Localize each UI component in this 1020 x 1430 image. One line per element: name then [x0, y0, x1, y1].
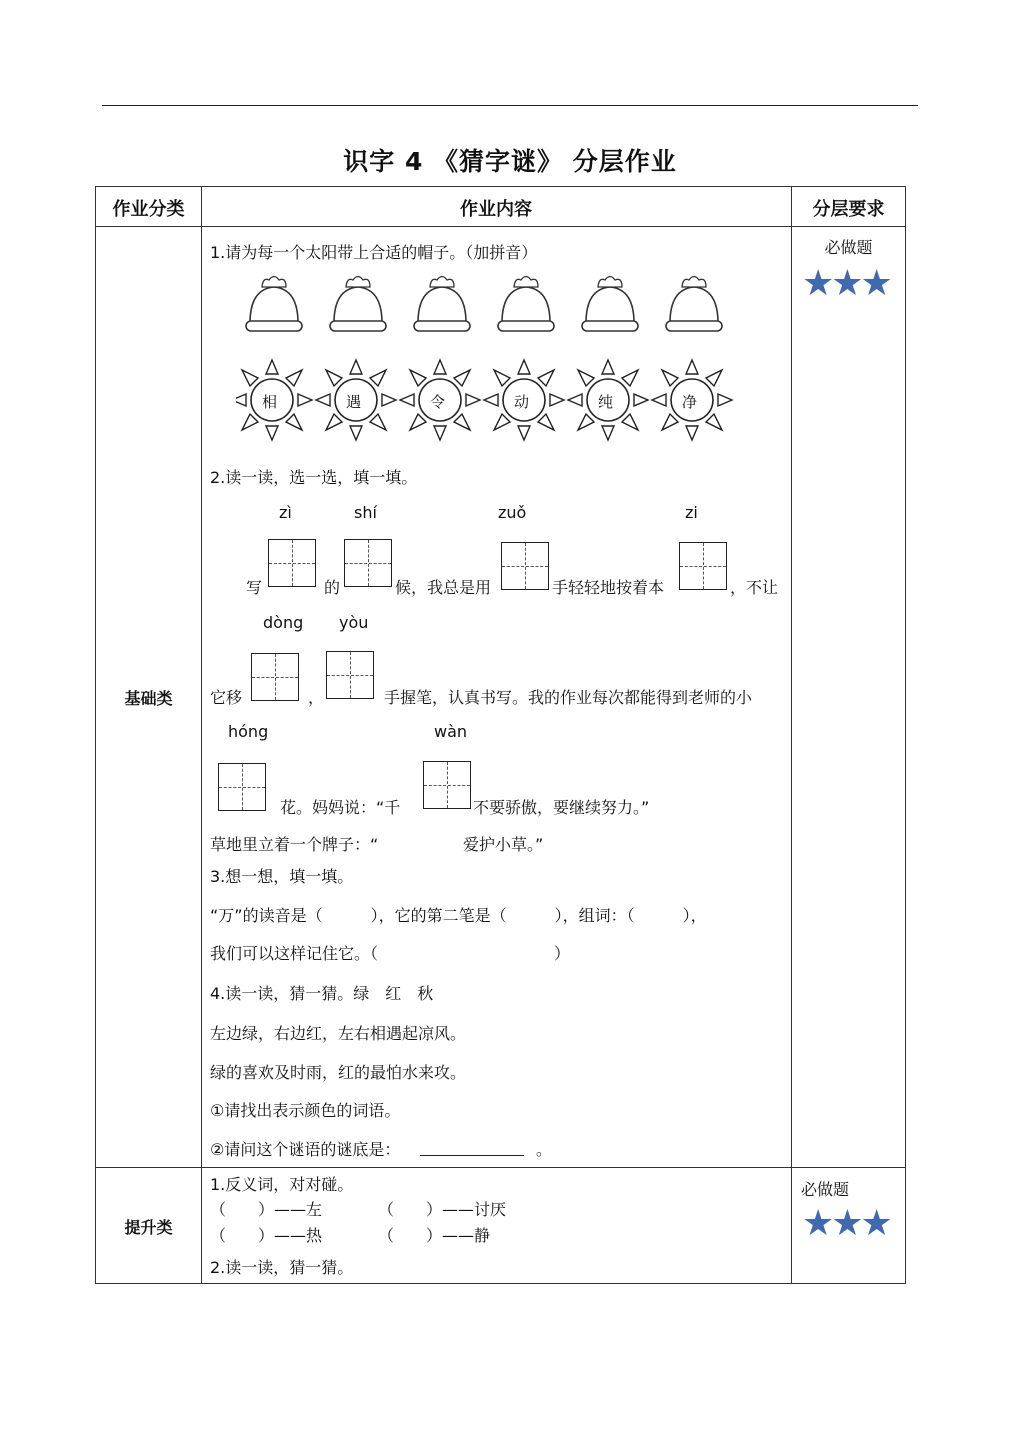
q4-prompt: 4.读一读，猜一猜。绿 红 秋	[210, 984, 434, 1003]
q3-line: “万”的读音是（ ），它的第二笔是（ ），组词：（ ），	[210, 906, 707, 925]
sun-char: 净	[682, 393, 698, 411]
pinyin: dòng	[263, 613, 304, 632]
q2-text: 花。妈妈说：“千	[280, 798, 401, 817]
header-category: 作业分类	[112, 199, 185, 220]
q2-text: ，	[308, 688, 325, 707]
q2-text: 爱护小草。”	[463, 835, 544, 854]
answer-blank-line[interactable]	[420, 1155, 524, 1156]
q2-text: 不要骄傲，要继续努力。”	[473, 798, 650, 817]
q2-text: 的	[324, 578, 341, 597]
writing-grid-box[interactable]	[218, 763, 266, 811]
q2-text: 草地里立着一个牌子：“	[210, 835, 379, 854]
column-divider	[201, 187, 202, 1283]
hats-and-suns-illustration	[236, 273, 756, 533]
writing-grid-box[interactable]	[679, 542, 727, 590]
writing-grid-box[interactable]	[423, 761, 471, 809]
sun-char: 遇	[346, 393, 362, 411]
q2-text: 写	[246, 578, 263, 597]
sun-char: 相	[262, 393, 278, 411]
writing-grid-box[interactable]	[326, 651, 374, 699]
basic-requirement-label: 必做题	[824, 238, 873, 257]
pinyin: hóng	[228, 722, 269, 741]
q4-subquestion: ②请问这个谜语的谜底是：	[210, 1140, 401, 1159]
header-divider	[96, 226, 905, 227]
antonym-pair: （ ）——静	[378, 1226, 491, 1245]
header-requirement: 分层要求	[812, 199, 885, 220]
pinyin: yòu	[339, 613, 369, 632]
q2-text: 候，我总是用	[395, 578, 492, 597]
q3-line: 我们可以这样记住它。（ ）	[210, 944, 571, 963]
riddle-line: 左边绿，右边红，左右相遇起凉风。	[210, 1024, 467, 1043]
q1-prompt: 1.请为每一个太阳带上合适的帽子。（加拼音）	[210, 243, 538, 262]
header-content: 作业内容	[460, 199, 532, 220]
writing-grid-box[interactable]	[268, 539, 316, 587]
basic-category-label: 基础类	[124, 689, 173, 708]
q4-subquestion: ①请找出表示颜色的词语。	[210, 1101, 401, 1120]
sun-char: 纯	[598, 393, 614, 411]
q2-prompt: 2.读一读，选一选，填一填。	[210, 468, 418, 487]
q2-text: 手轻轻地按着本	[552, 578, 665, 597]
column-divider	[791, 187, 792, 1283]
sun-char: 动	[514, 393, 530, 411]
pinyin: zì	[279, 503, 292, 522]
adv-q1-prompt: 1.反义词，对对碰。	[210, 1175, 354, 1194]
pinyin: shí	[354, 503, 377, 522]
q2-text: 手握笔，认真书写。我的作业每次都能得到老师的小	[384, 688, 753, 707]
row-divider	[96, 1167, 905, 1168]
homework-table	[95, 186, 906, 1284]
basic-star-rating: ★★★	[802, 263, 890, 304]
top-rule	[102, 105, 918, 106]
pinyin: zi	[685, 503, 698, 522]
advanced-category-label: 提升类	[124, 1218, 173, 1237]
q3-prompt: 3.想一想，填一填。	[210, 867, 354, 886]
pinyin: wàn	[434, 722, 468, 741]
advanced-star-rating: ★★★	[802, 1203, 890, 1244]
antonym-pair: （ ）——讨厌	[378, 1200, 507, 1219]
q2-text: 它移	[210, 688, 243, 707]
writing-grid-box[interactable]	[251, 653, 299, 701]
antonym-pair: （ ）——左	[210, 1200, 323, 1219]
q2-text: ，不让	[730, 578, 779, 597]
page-title: 识字 4 《猜字谜》 分层作业	[343, 147, 677, 176]
advanced-requirement-label: 必做题	[801, 1180, 850, 1199]
q4-subquestion-end: 。	[536, 1140, 553, 1159]
sun-char: 令	[430, 393, 446, 411]
riddle-line: 绿的喜欢及时雨，红的最怕水来攻。	[210, 1063, 467, 1082]
writing-grid-box[interactable]	[344, 539, 392, 587]
antonym-pair: （ ）——热	[210, 1226, 323, 1245]
pinyin: zuǒ	[498, 503, 527, 522]
writing-grid-box[interactable]	[501, 542, 549, 590]
adv-q2-prompt: 2.读一读，猜一猜。	[210, 1258, 354, 1277]
